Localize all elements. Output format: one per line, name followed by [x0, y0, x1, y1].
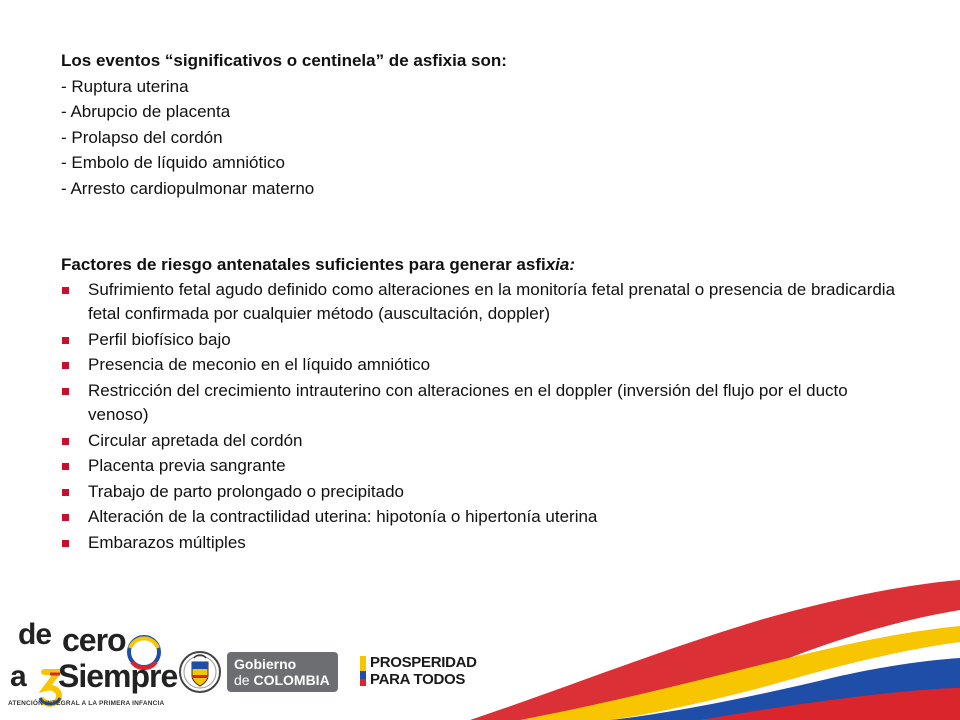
prosperidad-para-todos-logo: [360, 654, 490, 690]
gobierno-line2-prefix: de: [234, 672, 254, 688]
list-item: [61, 454, 911, 479]
list-item: [61, 429, 911, 454]
risk-heading-italic: xia:: [545, 255, 575, 274]
risk-item-text: Trabajo de parto prolongado o precipitado: [88, 481, 404, 501]
list-item: - Arresto cardiopulmonar materno: [61, 178, 315, 198]
risk-item-text: Embarazos múltiples: [88, 532, 246, 552]
risk-item-text: Restricción del crecimiento intrauterino con alteraciones en el doppler (inversión del flujo por el ducto venoso): [88, 380, 848, 424]
square-bullet-icon: [62, 463, 69, 470]
gobierno-de-colombia-logo: [227, 652, 338, 692]
list-item: [61, 379, 911, 428]
prosperidad-line1: PROSPERIDAD: [370, 654, 477, 671]
gobierno-line1: Gobierno: [234, 656, 297, 672]
list-item: - Ruptura uterina: [61, 76, 189, 96]
risk-item-text: Sufrimiento fetal agudo definido como alteraciones en la monitoría fetal prenatal o presencia de bradicardia fetal confirmada por cualquier método (auscultación, doppler): [88, 279, 896, 323]
risk-item-text: Placenta previa sangrante: [88, 456, 286, 475]
list-item: [61, 328, 911, 353]
list-item: - Embolo de líquido amniótico: [61, 153, 285, 172]
square-bullet-icon: [62, 362, 69, 369]
slide-content: [61, 48, 911, 556]
flag-stripe-icon: [360, 656, 366, 686]
spacer: [61, 201, 911, 252]
colombia-shield-icon: [178, 648, 222, 696]
square-bullet-icon: [62, 438, 69, 445]
square-bullet-icon: [62, 388, 69, 395]
risk-item-text: Presencia de meconio en el líquido amniótico: [88, 355, 431, 374]
square-bullet-icon: [62, 489, 69, 496]
sentinel-list: [61, 74, 911, 202]
risk-item-text: Alteración de la contractilidad uterina: hipotonía o hipertonía uterina: [88, 507, 598, 526]
cero-logo-word-siempre: Siempre: [58, 658, 178, 694]
sentinel-heading: Los eventos “significativos o centinela” de asfixia son:: [61, 51, 507, 70]
risk-item-text: Perfil biofísico bajo: [88, 329, 231, 349]
list-item: [61, 480, 911, 505]
gobierno-line2-bold: COLOMBIA: [253, 672, 330, 688]
list-item: [61, 531, 911, 556]
gobierno-line2: [234, 672, 330, 688]
list-item: [61, 278, 911, 327]
list-item: [61, 505, 911, 530]
risk-item-text: Circular apretada del cordón: [88, 430, 303, 450]
risk-list: [61, 278, 911, 556]
prosperidad-line2: PARA TODOS: [370, 671, 466, 688]
square-bullet-icon: [62, 540, 69, 547]
cero-logo-word-cero: cero: [62, 622, 126, 658]
risk-heading: [61, 252, 911, 278]
cero-logo-tagline: ATENCIÓN INTEGRAL A LA PRIMERA INFANCIA: [8, 700, 165, 707]
list-item: - Prolapso del cordón: [61, 127, 223, 147]
square-bullet-icon: [62, 337, 69, 344]
list-item: [61, 353, 911, 378]
cero-logo-word-de: de: [18, 618, 52, 651]
cero-logo-word-a: a: [10, 660, 27, 693]
list-item: - Abrupcio de placenta: [61, 102, 231, 121]
risk-heading-main: Factores de riesgo antenatales suficientes para generar asfi: [61, 255, 546, 274]
square-bullet-icon: [62, 514, 69, 521]
square-bullet-icon: [62, 287, 69, 294]
